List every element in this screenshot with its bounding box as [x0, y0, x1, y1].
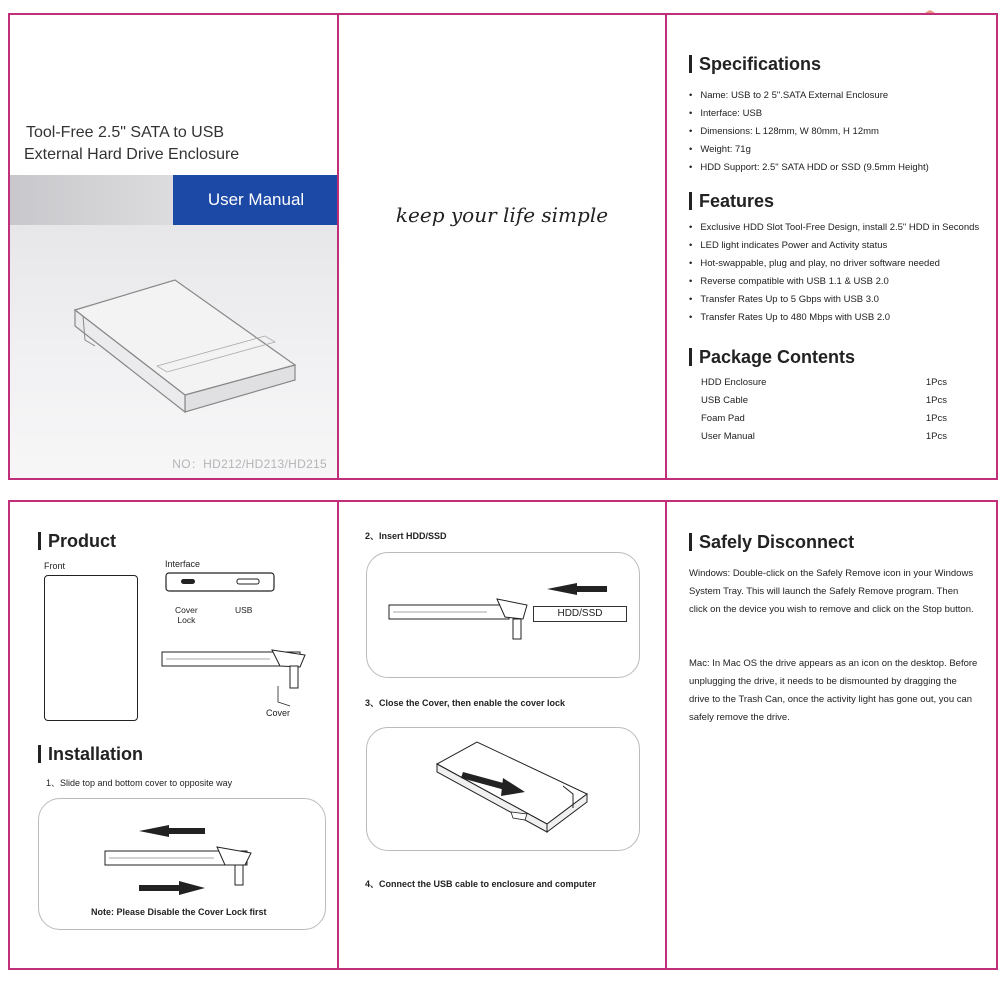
table-row: [701, 373, 947, 391]
mac-instructions: Mac: In Mac OS the drive appears as an icon on the desktop. Before unplugging the drive, it needs to be dismounted by dragging the drive to the Trash Can, once the activity light has gone out, you can safely remove the drive.: [689, 658, 978, 723]
features-heading: Features: [689, 192, 774, 210]
spec-item: • Weight: 71g: [689, 141, 929, 159]
specifications-heading: Specifications: [689, 55, 821, 73]
step1-diagram-box: [38, 798, 326, 930]
cover-pointer-line: [272, 686, 292, 708]
package-item: HDD Enclosure: [701, 376, 767, 388]
installation-heading: Installation: [38, 745, 143, 763]
step1-text: 1、Slide top and bottom cover to opposite way: [46, 778, 233, 788]
cover-lock-note: Note: Please Disable the Cover Lock first: [91, 907, 267, 917]
package-item: Foam Pad: [701, 412, 745, 424]
installation-steps-panel: [337, 500, 667, 970]
table-row: [701, 391, 947, 409]
feature-item: • Transfer Rates Up to 480 Mbps with USB 2.0: [689, 309, 979, 327]
step2-diagram-box: [366, 552, 640, 678]
feature-item: • LED light indicates Power and Activity status: [689, 237, 979, 255]
features-list: [689, 219, 979, 327]
hdd-ssd-label: HDD/SSD: [533, 606, 627, 622]
spec-item: • Name: USB to 2 5".SATA External Enclosure: [689, 87, 929, 105]
package-item: User Manual: [701, 430, 755, 442]
specs-panel: [665, 13, 998, 480]
front-label: Front: [44, 561, 66, 571]
step3-illustration: [367, 728, 639, 850]
product-title-line1: Tool-Free 2.5" SATA to USB: [26, 124, 225, 141]
user-manual-banner: User Manual: [173, 175, 339, 225]
specifications-list: [689, 87, 929, 177]
product-title: [26, 122, 239, 166]
slogan-panel: [337, 13, 667, 480]
feature-item: • Exclusive HDD Slot Tool-Free Design, install 2.5" HDD in Seconds: [689, 219, 979, 237]
front-view-illustration: [44, 575, 138, 721]
safely-disconnect-heading: Safely Disconnect: [689, 533, 854, 551]
package-item: USB Cable: [701, 394, 748, 406]
cover-label: Cover: [266, 708, 291, 718]
slogan-text: keep your life simple: [395, 203, 609, 227]
feature-item: • Hot-swappable, plug and play, no driver software needed: [689, 255, 979, 273]
step3-diagram-box: [366, 727, 640, 851]
package-qty: 1Pcs: [925, 430, 947, 442]
spec-item: • HDD Support: 2.5" SATA HDD or SSD (9.5mm Height): [689, 159, 929, 177]
enclosure-illustration: [65, 270, 305, 420]
windows-instructions: Windows: Double-click on the Safely Remove icon in your Windows System Tray. This will launch the Safely Remove program. Then click on the device you wish to remove and click on the Stop button.: [689, 568, 974, 615]
product-title-line2: External Hard Drive Enclosure: [24, 146, 240, 163]
package-contents-heading: Package Contents: [689, 348, 855, 366]
package-contents-table: [701, 373, 947, 445]
table-row: [701, 409, 947, 427]
table-row: [701, 427, 947, 445]
safely-disconnect-panel: [665, 500, 998, 970]
product-heading: Product: [38, 532, 116, 550]
usb-label: USB: [235, 605, 253, 615]
package-qty: 1Pcs: [925, 376, 947, 388]
step3-text: 3、Close the Cover, then enable the cover lock: [365, 698, 566, 708]
package-qty: 1Pcs: [925, 412, 947, 424]
interface-illustration: [165, 572, 275, 594]
model-number: NO：HD212/HD213/HD215: [172, 457, 327, 471]
package-qty: 1Pcs: [925, 394, 947, 406]
step4-text: 4、Connect the USB cable to enclosure and computer: [365, 879, 597, 889]
feature-item: • Transfer Rates Up to 5 Gbps with USB 3.0: [689, 291, 979, 309]
feature-item: • Reverse compatible with USB 1.1 & USB 2.0: [689, 273, 979, 291]
cover-panel: [8, 13, 339, 480]
spec-item: • Dimensions: L 128mm, W 80mm, H 12mm: [689, 123, 929, 141]
interface-label: Interface: [165, 559, 201, 569]
spec-item: • Interface: USB: [689, 105, 929, 123]
cover-lock-label: Cover Lock: [175, 605, 198, 625]
product-panel: [8, 500, 339, 970]
step2-text: 2、Insert HDD/SSD: [365, 531, 447, 541]
cover-gray-strip: [10, 175, 173, 225]
